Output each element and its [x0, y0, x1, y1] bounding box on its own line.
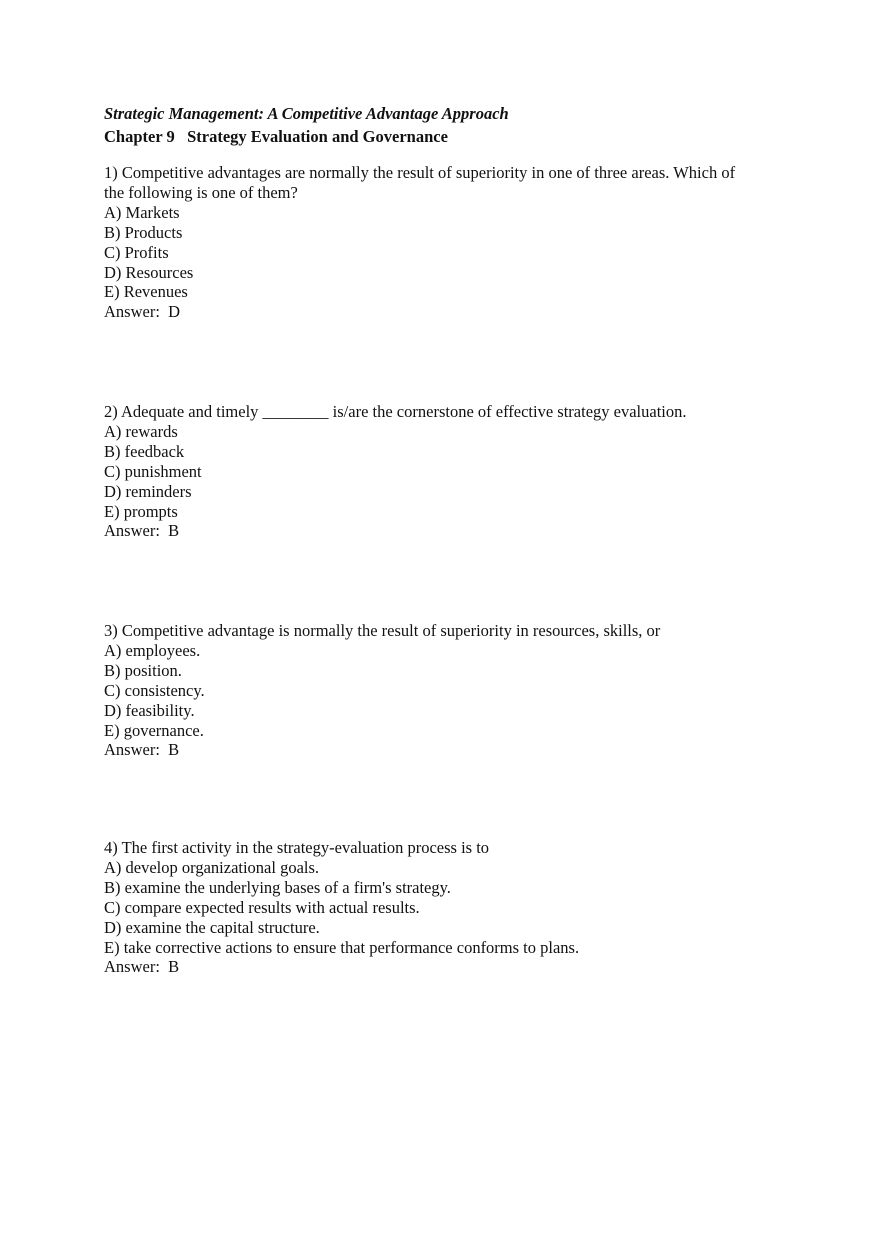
answer-key: Answer: B	[104, 521, 180, 541]
answer-option: D) feasibility.	[104, 700, 195, 720]
document-header	[104, 104, 784, 147]
question-stem: 2) Adequate and timely ________ is/are the cornerstone of effective strategy evaluation.	[104, 402, 687, 421]
question-4	[104, 838, 784, 977]
answer-option: E) Revenues	[104, 282, 188, 302]
answer-option: E) prompts	[104, 501, 178, 521]
answer-option: E) take corrective actions to ensure that performance conforms to plans.	[104, 937, 580, 957]
question-3	[104, 621, 784, 760]
answer-option: D) reminders	[104, 481, 192, 501]
question-stem: 1) Competitive advantages are normally the result of superiority in one of three areas. Which of	[104, 163, 736, 182]
question-stem: 3) Competitive advantage is normally the result of superiority in resources, skills, or	[104, 621, 661, 640]
answer-option: C) punishment	[104, 461, 202, 481]
answer-key: Answer: D	[104, 302, 181, 322]
answer-option: B) position.	[104, 660, 182, 680]
question-2	[104, 402, 784, 541]
question-stem: the following is one of them?	[104, 182, 298, 202]
answer-option: B) examine the underlying bases of a firm's strategy.	[104, 877, 451, 897]
chapter-title: Chapter 9 Strategy Evaluation and Governance	[104, 126, 448, 146]
answer-option: B) feedback	[104, 441, 185, 461]
answer-option: C) consistency.	[104, 680, 205, 700]
answer-option: C) Profits	[104, 242, 169, 262]
answer-key: Answer: B	[104, 957, 180, 977]
answer-option: A) employees.	[104, 640, 201, 660]
question-1	[104, 163, 784, 322]
answer-option: D) examine the capital structure.	[104, 917, 320, 937]
answer-option: D) Resources	[104, 262, 194, 282]
book-title: Strategic Management: A Competitive Advantage Approach	[104, 104, 509, 123]
answer-option: E) governance.	[104, 720, 204, 740]
answer-key: Answer: B	[104, 740, 180, 760]
answer-option: A) Markets	[104, 202, 180, 222]
answer-option: B) Products	[104, 222, 183, 242]
question-stem: 4) The first activity in the strategy-evaluation process is to	[104, 838, 490, 857]
answer-option: A) develop organizational goals.	[104, 857, 320, 877]
answer-option: A) rewards	[104, 421, 178, 441]
answer-option: C) compare expected results with actual results.	[104, 897, 420, 917]
